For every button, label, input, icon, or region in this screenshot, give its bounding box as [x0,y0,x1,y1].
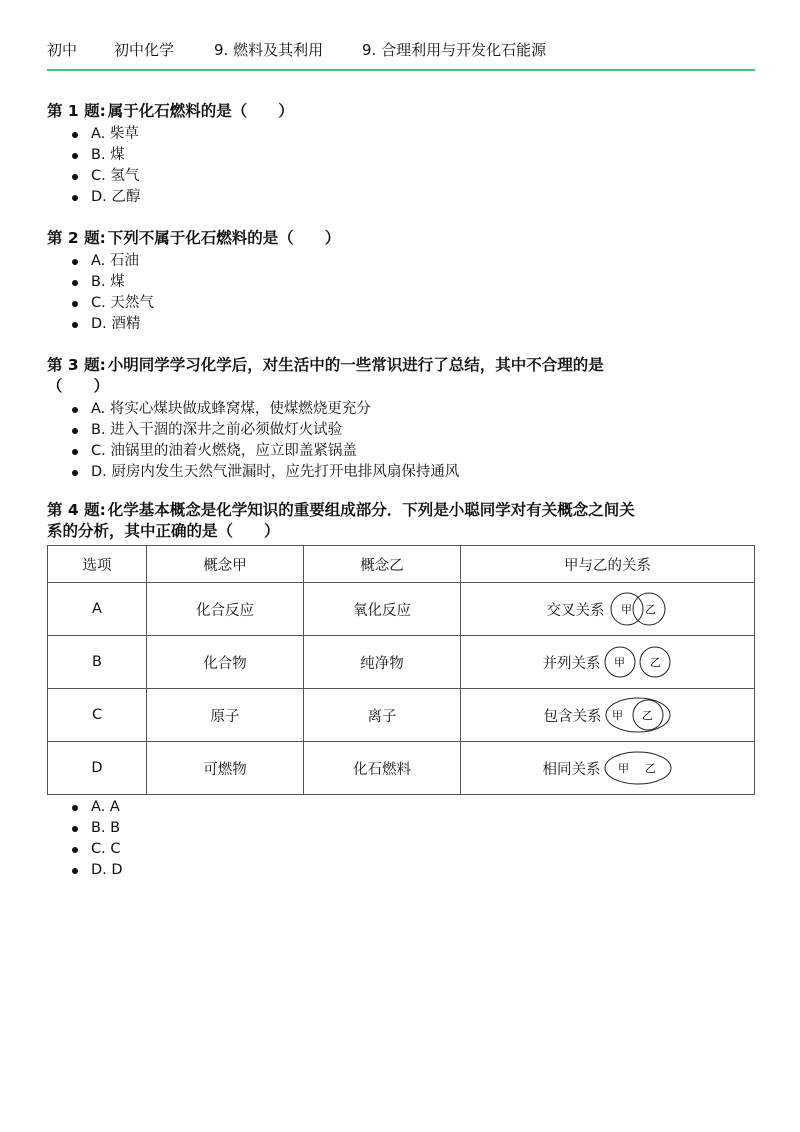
option-b[interactable]: B. 煤 [72,272,759,293]
option-a[interactable]: A. 柴草 [72,124,759,145]
venn-diagram-intersect [607,591,669,627]
option-c[interactable]: C. C [72,839,759,860]
option-c[interactable]: C. 氢气 [72,166,759,187]
table-cell-concept-a: 化合物 [147,636,304,689]
question-3 [47,355,759,483]
relation-label: 相同关系 [542,761,601,778]
question-text: 下列不属于化石燃料的是（ ） [107,229,341,247]
question-title [47,355,759,397]
question-4 [47,500,759,881]
option-b[interactable]: B. 进入干涸的深井之前必须做灯火试验 [72,420,759,441]
question-text: 属于化石燃料的是（ ） [107,102,294,120]
table-cell-relation [461,689,755,742]
relation-label: 交叉关系 [546,602,605,619]
venn-label-b: 乙 [644,603,656,616]
breadcrumb-chapter[interactable]: 9. 燃料及其利用 [214,41,324,59]
option-list [47,251,759,335]
concept-relation-table [47,545,755,795]
table-header: 概念甲 [147,546,304,583]
breadcrumb-subject[interactable]: 初中化学 [114,41,175,59]
table-row [48,742,755,795]
question-1 [47,101,759,208]
venn-diagram-separate [603,644,673,680]
table-cell-option: A [48,583,147,636]
venn-label-b: 乙 [641,709,653,722]
venn-label-a: 甲 [617,762,629,775]
option-list [47,797,759,881]
question-title [47,101,759,122]
table-row [48,583,755,636]
breadcrumb [47,40,755,60]
question-2 [47,228,759,335]
option-b[interactable]: B. B [72,818,759,839]
table-header: 甲与乙的关系 [461,546,755,583]
question-title [47,228,759,249]
option-list [47,399,759,483]
table-cell-concept-b: 氧化反应 [304,583,461,636]
question-number: 第 4 题: [47,501,106,519]
table-header: 概念乙 [304,546,461,583]
option-a[interactable]: A. A [72,797,759,818]
relation-label: 包含关系 [543,708,602,725]
table-cell-relation [461,583,755,636]
option-d[interactable]: D. 酒精 [72,314,759,335]
question-text-line2: （ ） [47,377,110,395]
table-cell-concept-b: 化石燃料 [304,742,461,795]
table-cell-option: C [48,689,147,742]
option-d[interactable]: D. D [72,860,759,881]
table-cell-concept-a: 可燃物 [147,742,304,795]
question-number: 第 2 题: [47,229,106,247]
question-number: 第 1 题: [47,102,106,120]
table-cell-relation [461,636,755,689]
table-header-row [48,546,755,583]
venn-label-b: 乙 [649,656,661,669]
option-list [47,124,759,208]
table-cell-option: D [48,742,147,795]
venn-diagram-same [603,750,673,786]
table-cell-concept-a: 化合反应 [147,583,304,636]
question-title [47,500,759,542]
question-text-line1: 小明同学学习化学后，对生活中的一些常识进行了总结，其中不合理的是 [107,356,604,374]
table-row [48,689,755,742]
venn-label-a: 甲 [620,603,632,616]
table-header: 选项 [48,546,147,583]
option-a[interactable]: A. 石油 [72,251,759,272]
option-a[interactable]: A. 将实心煤块做成蜂窝煤，使煤燃烧更充分 [72,399,759,420]
table-cell-relation [461,742,755,795]
option-c[interactable]: C. 天然气 [72,293,759,314]
venn-label-a: 甲 [613,656,625,669]
question-text-line1: 化学基本概念是化学知识的重要组成部分．下列是小聪同学对有关概念之间关 [107,501,635,519]
table-cell-concept-b: 离子 [304,689,461,742]
question-number: 第 3 题: [47,356,106,374]
table-row [48,636,755,689]
option-d[interactable]: D. 乙醇 [72,187,759,208]
table-cell-concept-b: 纯净物 [304,636,461,689]
venn-label-a: 甲 [611,709,623,722]
venn-diagram-contain [604,696,672,734]
question-text-line2: 系的分析，其中正确的是（ ） [47,522,280,540]
venn-label-b: 乙 [644,762,656,775]
table-cell-option: B [48,636,147,689]
breadcrumb-section[interactable]: 9. 合理利用与开发化石能源 [362,41,547,59]
breadcrumb-level[interactable]: 初中 [47,41,78,59]
option-b[interactable]: B. 煤 [72,145,759,166]
header-divider [47,69,755,71]
relation-label: 并列关系 [542,655,601,672]
option-c[interactable]: C. 油锅里的油着火燃烧，应立即盖紧锅盖 [72,441,759,462]
option-d[interactable]: D. 厨房内发生天然气泄漏时，应先打开电排风扇保持通风 [72,462,759,483]
table-cell-concept-a: 原子 [147,689,304,742]
